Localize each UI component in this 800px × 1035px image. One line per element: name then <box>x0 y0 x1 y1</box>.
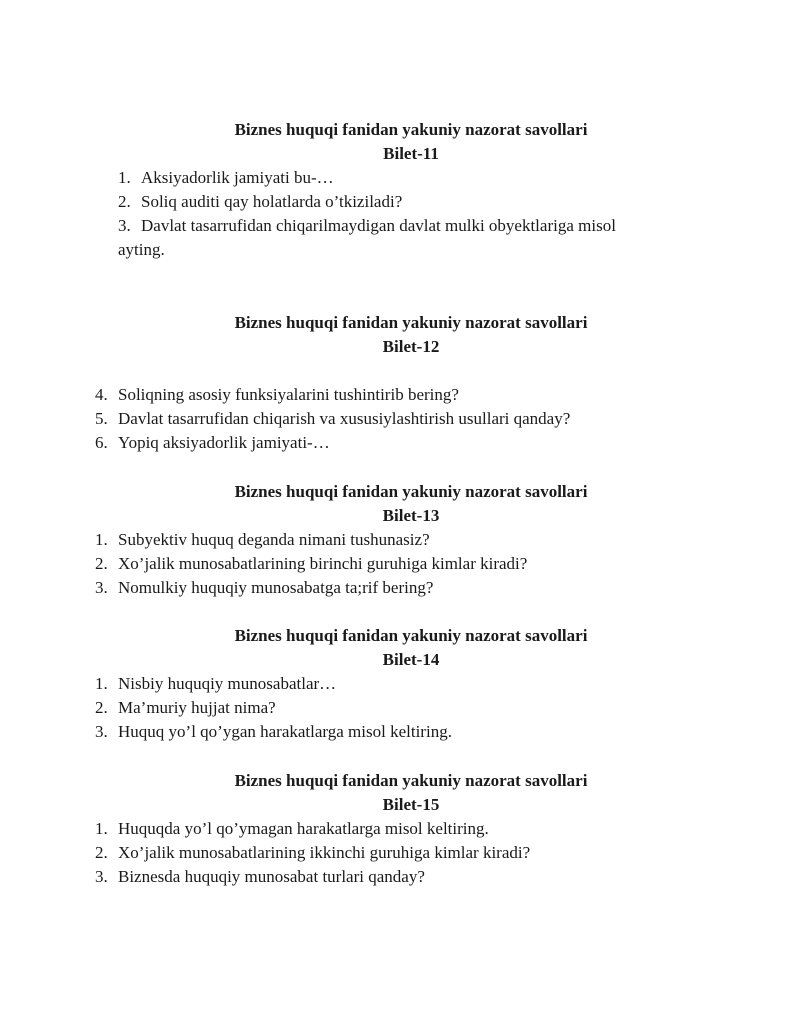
question-item <box>0 190 800 214</box>
question-number: 2. <box>95 843 108 862</box>
question-item <box>0 407 800 431</box>
ticket-title: Biznes huquqi fanidan yakuniy nazorat savollari <box>234 313 588 332</box>
ticket-title: Biznes huquqi fanidan yakuniy nazorat savollari <box>234 482 588 501</box>
question-number: 6. <box>95 433 108 452</box>
question-item <box>0 528 800 552</box>
question-text: Ma’muriy hujjat nima? <box>118 698 276 717</box>
question-text: Davlat tasarrufidan chiqarilmaydigan davlat mulki obyektlariga misol <box>141 216 616 235</box>
question-item <box>0 166 800 190</box>
ticket-number: Bilet-11 <box>383 144 439 163</box>
question-text: Aksiyadorlik jamiyati bu-… <box>141 168 334 187</box>
ticket-number: Bilet-12 <box>382 337 440 356</box>
question-item <box>0 672 800 696</box>
question-number: 1. <box>95 819 108 838</box>
question-number: 2. <box>95 554 108 573</box>
question-text: Nisbiy huquqiy munosabatlar… <box>118 674 337 693</box>
question-list <box>0 528 800 600</box>
question-number: 2. <box>95 698 108 717</box>
question-number: 4. <box>95 385 108 404</box>
question-text: Yopiq aksiyadorlik jamiyati-… <box>118 433 330 452</box>
ticket-title: Biznes huquqi fanidan yakuniy nazorat savollari <box>234 771 588 790</box>
question-item <box>0 576 800 600</box>
question-number: 1. <box>95 530 108 549</box>
ticket-title: Biznes huquqi fanidan yakuniy nazorat savollari <box>234 626 588 645</box>
ticket-11 <box>0 118 800 262</box>
question-text-continuation: ayting. <box>118 240 165 259</box>
question-item <box>0 817 800 841</box>
question-number: 5. <box>95 409 108 428</box>
question-number: 3. <box>95 722 108 741</box>
question-number: 3. <box>118 216 131 235</box>
ticket-14 <box>0 624 800 744</box>
question-text: Subyektiv huquq deganda nimani tushunasiz? <box>118 530 430 549</box>
ticket-number: Bilet-13 <box>382 506 440 525</box>
ticket-number: Bilet-14 <box>382 650 440 669</box>
ticket-number: Bilet-15 <box>382 795 440 814</box>
question-item <box>0 720 800 744</box>
question-text: Huquqda yo’l qo’ymagan harakatlarga misol keltiring. <box>118 819 489 838</box>
question-list <box>0 817 800 889</box>
question-text: Xo’jalik munosabatlarining birinchi guruhiga kimlar kiradi? <box>118 554 528 573</box>
question-number: 1. <box>95 674 108 693</box>
ticket-12 <box>0 311 800 455</box>
question-list <box>0 672 800 744</box>
ticket-title: Biznes huquqi fanidan yakuniy nazorat savollari <box>234 120 588 139</box>
question-item <box>0 214 800 262</box>
question-text: Biznesda huquqiy munosabat turlari qanday? <box>118 867 425 886</box>
question-text: Davlat tasarrufidan chiqarish va xususiylashtirish usullari qanday? <box>118 409 571 428</box>
question-number: 2. <box>118 192 131 211</box>
ticket-15 <box>0 769 800 889</box>
question-text: Xo’jalik munosabatlarining ikkinchi guruhiga kimlar kiradi? <box>118 843 531 862</box>
question-item <box>0 696 800 720</box>
question-item <box>0 841 800 865</box>
question-item <box>0 431 800 455</box>
question-number: 3. <box>95 578 108 597</box>
question-item <box>0 383 800 407</box>
question-item <box>0 865 800 889</box>
question-text: Soliqning asosiy funksiyalarini tushintirib bering? <box>118 385 459 404</box>
question-text: Nomulkiy huquqiy munosabatga ta;rif bering? <box>118 578 434 597</box>
ticket-13 <box>0 480 800 600</box>
question-item <box>0 552 800 576</box>
question-text: Soliq auditi qay holatlarda o’tkiziladi? <box>141 192 403 211</box>
question-list <box>0 166 800 262</box>
question-list <box>0 383 800 455</box>
question-number: 3. <box>95 867 108 886</box>
question-number: 1. <box>118 168 131 187</box>
question-text: Huquq yo’l qo’ygan harakatlarga misol keltiring. <box>118 722 452 741</box>
